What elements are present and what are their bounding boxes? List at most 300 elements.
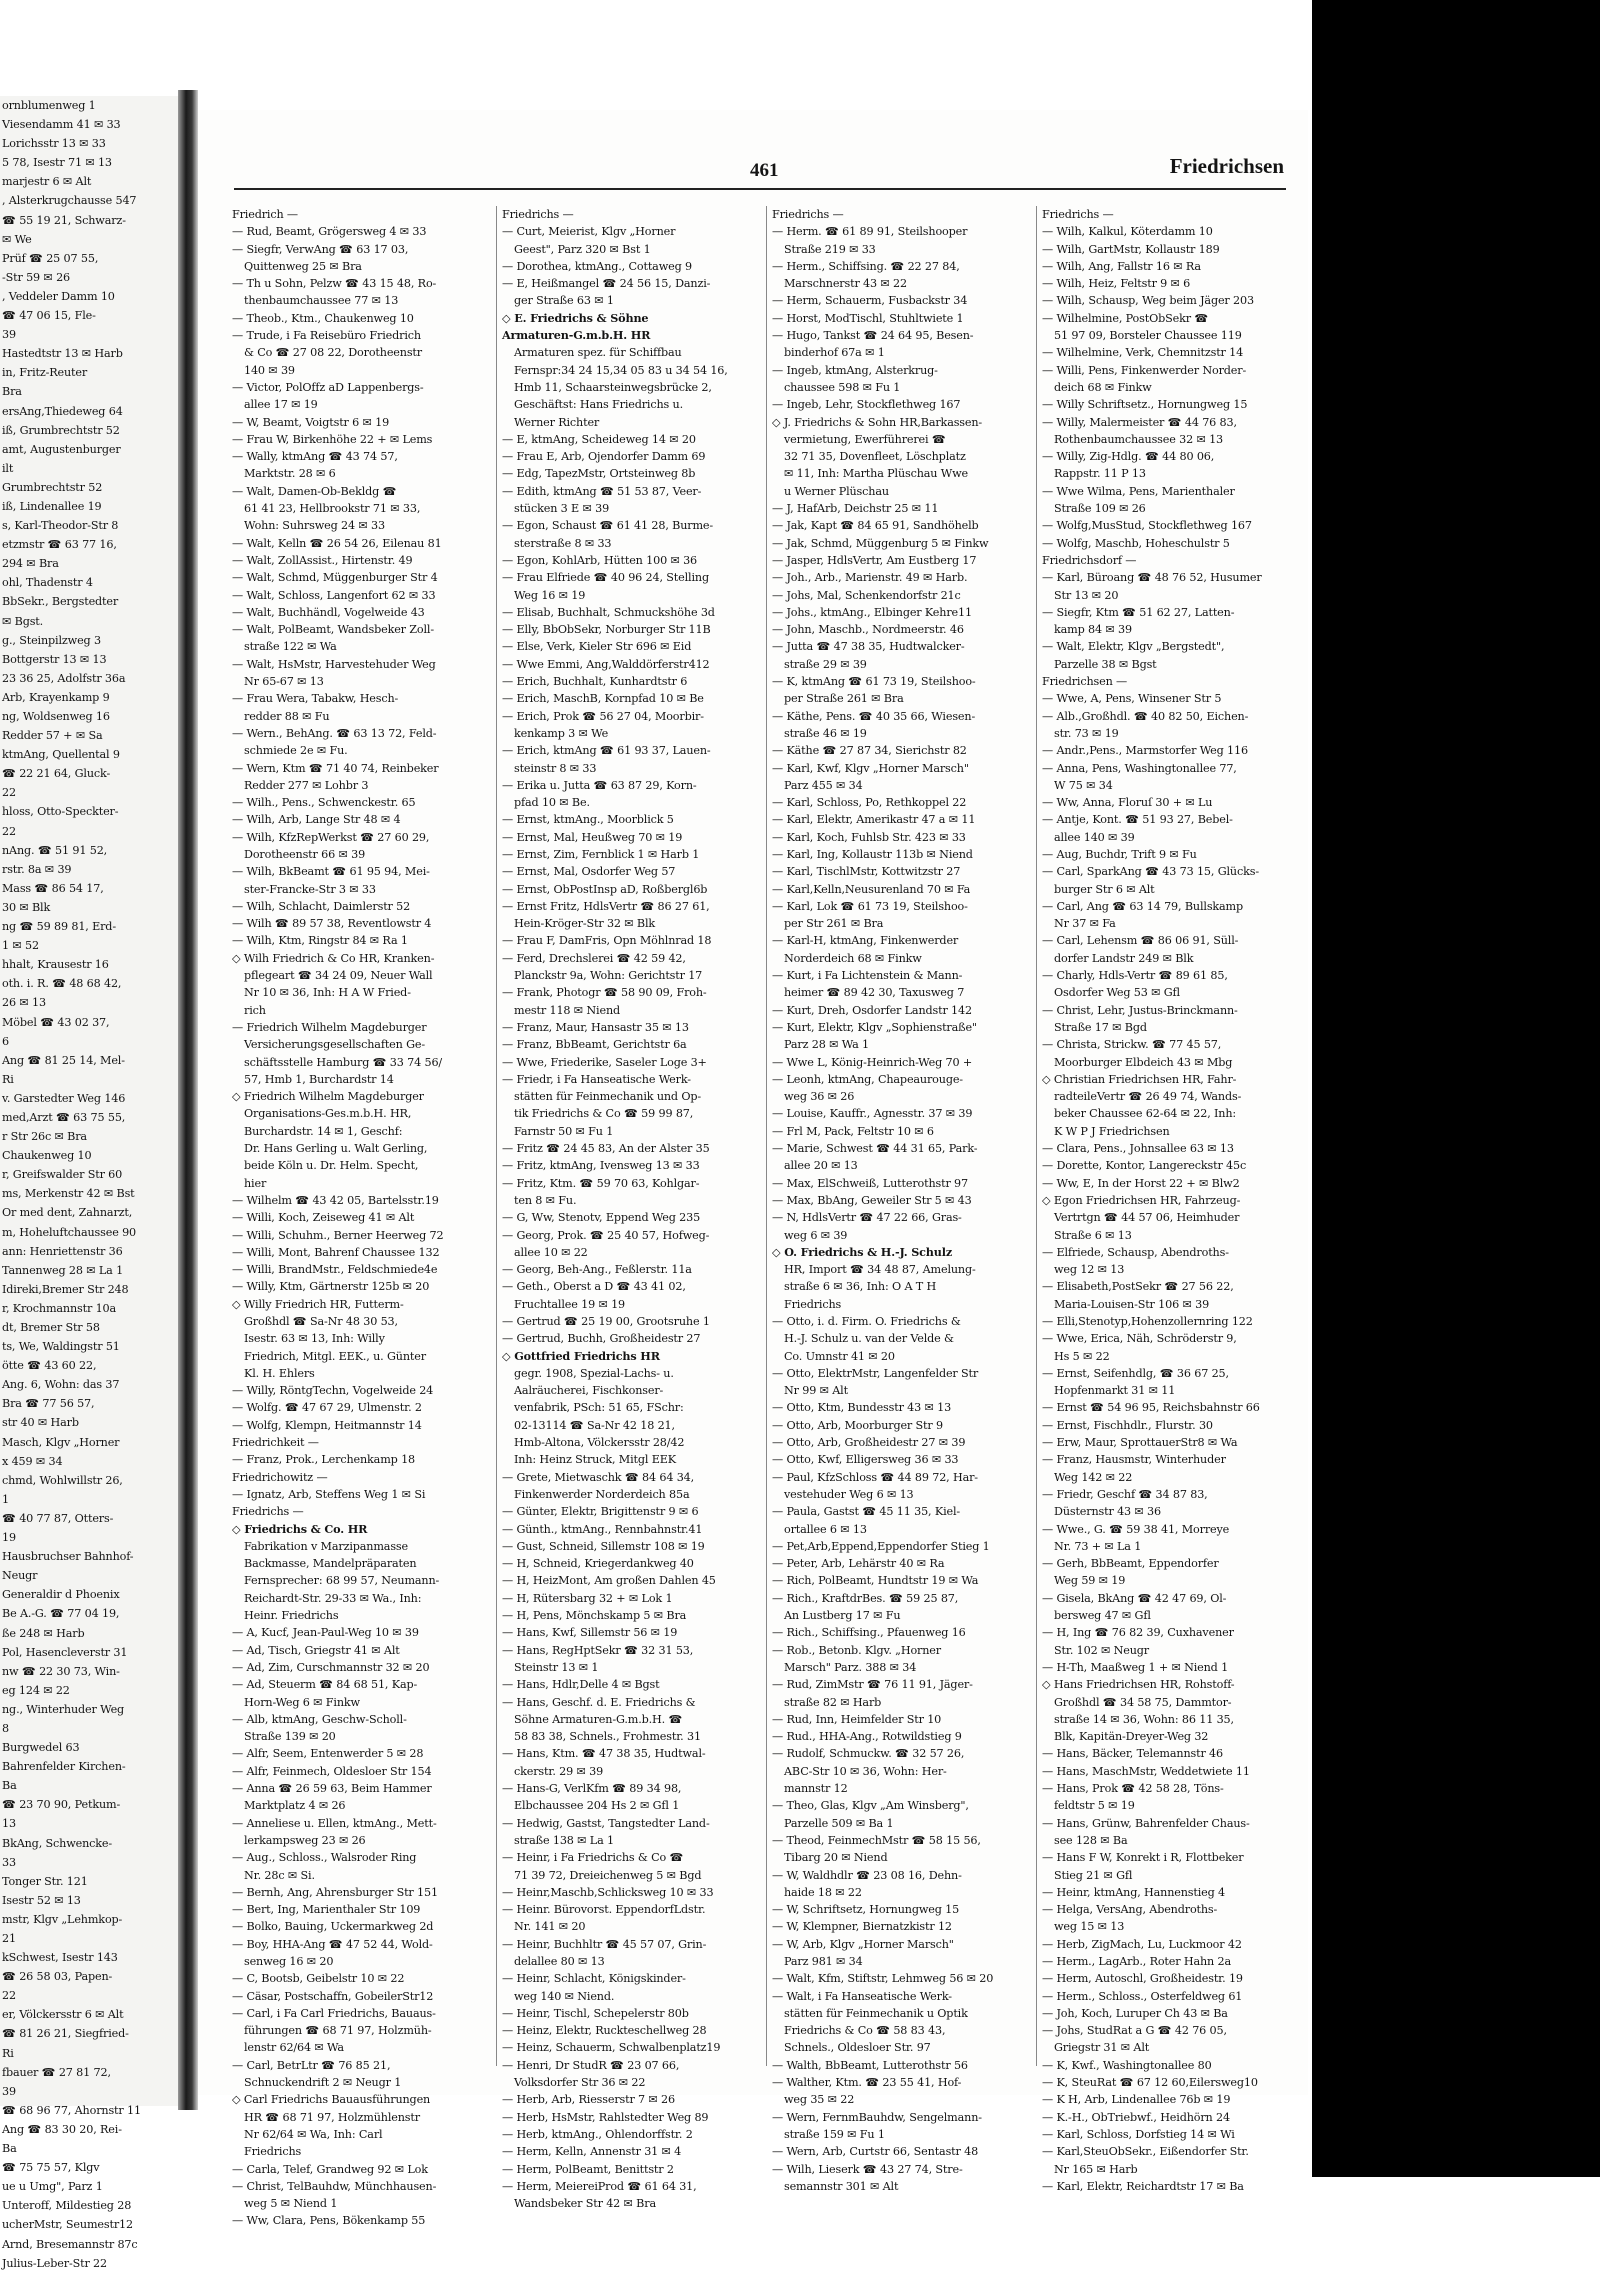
left-page-line: hhalt, Krausestr 16: [2, 958, 109, 972]
entry-continuation: pfad 10 ✉ Be.: [514, 796, 590, 810]
entry-continuation: beide Köln u. Dr. Helm. Specht,: [244, 1159, 419, 1173]
entry-continuation: dorfer Landstr 249 ✉ Blk: [1054, 951, 1194, 965]
directory-entry: — Herm., LagArb., Roter Hahn 2a: [1042, 1954, 1231, 1968]
entry-continuation: allee 10 ✉ 22: [514, 1245, 588, 1259]
entry-continuation: Parz 455 ✉ 34: [784, 778, 863, 792]
directory-entry: — Otto, ElektrMstr, Langenfelder Str: [772, 1366, 979, 1380]
directory-entry: — Herm, Schauerm, Fusbackstr 34: [772, 294, 968, 308]
entry-continuation: Isestr. 63 ✉ 13, Inh: Willy: [244, 1332, 385, 1346]
company-entry-heading: ◇ Gottfried Friedrichs HR: [502, 1348, 660, 1363]
left-page-line: ✉ Bgst.: [2, 614, 44, 628]
entry-continuation: Werner Richter: [514, 415, 600, 429]
directory-entry: — Walt, HsMstr, Harvestehuder Weg: [232, 657, 436, 671]
entry-continuation: Weg 142 ✉ 22: [1054, 1470, 1133, 1484]
left-page-line: ts, We, Waldingstr 51: [2, 1340, 120, 1354]
page-number: 461: [750, 160, 779, 181]
left-page-line: chmd, Wohlwillstr 26,: [2, 1473, 123, 1487]
entry-continuation: Parz 28 ✉ Wa 1: [784, 1038, 869, 1052]
entry-continuation: Weg 59 ✉ 19: [1054, 1574, 1126, 1588]
left-page-line: 13: [2, 1817, 16, 1831]
left-page-line: 8: [2, 1721, 9, 1735]
left-page-line: iß, Grumbrechtstr 52: [2, 423, 120, 437]
entry-continuation: Marschnerstr 43 ✉ 22: [784, 277, 907, 291]
directory-entry: — Frl M, Pack, Feltstr 10 ✉ 6: [772, 1124, 934, 1138]
directory-entry: — Gertrud, Buchh, Großheidestr 27: [502, 1332, 701, 1346]
left-page-line: Mass ☎ 86 54 17,: [2, 881, 104, 895]
directory-entry: — Wilhelm ☎ 43 42 05, Bartelsstr.19: [232, 1193, 439, 1207]
directory-entry: — Willy, Ktm, Gärtnerstr 125b ✉ 20: [232, 1280, 430, 1294]
directory-entry: — Wwe Wilma, Pens, Marienthaler: [1042, 484, 1235, 498]
entry-continuation: Fruchtallee 19 ✉ 19: [514, 1297, 626, 1311]
directory-entry: — Friedrich Wilhelm Magdeburger: [232, 1020, 427, 1034]
entry-continuation: Parz 981 ✉ 34: [784, 1954, 863, 1968]
column-divider: [766, 206, 767, 2066]
directory-entry: — Ingeb, Lehr, Stockflethweg 167: [772, 398, 961, 412]
entry-continuation: 71 39 72, Dreieichenweg 5 ✉ Bgd: [514, 1868, 702, 1882]
directory-entry: — Karl, Elektr, Reichardtstr 17 ✉ Ba: [1042, 2179, 1244, 2193]
directory-entry: — Otto, Arb, Moorburger Str 9: [772, 1418, 943, 1432]
entry-continuation: binderhof 67a ✉ 1: [784, 346, 885, 360]
directory-entry: Friedrichkeit —: [232, 1436, 319, 1450]
directory-entry: — Hans, Bäcker, Telemannstr 46: [1042, 1747, 1223, 1761]
left-page-line: Grumbrechtstr 52: [2, 480, 103, 494]
entry-continuation: Redder 277 ✉ Lohbr 3: [244, 778, 369, 792]
directory-entry: ◇ J. Friedrichs & Sohn HR,Barkassen-: [772, 415, 983, 429]
entry-continuation: kenkamp 3 ✉ We: [514, 726, 609, 740]
entry-continuation: 32 71 35, Dovenfleet, Löschplatz: [784, 450, 966, 464]
entry-continuation: straße 159 ✉ Fu 1: [784, 2127, 885, 2141]
directory-entry: — Else, Verk, Kieler Str 696 ✉ Eid: [502, 640, 692, 654]
directory-entry: — Rudolf, Schmuckw. ☎ 32 57 26,: [772, 1747, 965, 1761]
entry-continuation: vermietung, Ewerführerei ☎: [784, 432, 946, 446]
directory-entry: — Wally, ktmAng ☎ 43 74 57,: [232, 450, 398, 464]
directory-entry: — Hans, Ktm. ☎ 47 38 35, Hudtwal-: [502, 1747, 706, 1761]
left-page-line: ☎ 75 75 57, Klgv: [2, 2161, 100, 2175]
entry-continuation: H.-J. Schulz u. van der Velde &: [784, 1332, 954, 1346]
directory-entry: ◇ Hans Friedrichsen HR, Rohstoff-: [1042, 1678, 1235, 1692]
entry-continuation: W 75 ✉ 34: [1054, 778, 1113, 792]
left-page-line: Bra: [2, 385, 22, 399]
left-page-line: 1 ✉ 52: [2, 939, 39, 953]
entry-continuation: burger Str 6 ✉ Alt: [1054, 882, 1155, 896]
directory-entry: — Karl, Elektr, Amerikastr 47 a ✉ 11: [772, 813, 976, 827]
directory-entry: Friedrichsen —: [1042, 675, 1128, 689]
entry-continuation: Stieg 21 ✉ Gfl: [1054, 1868, 1133, 1882]
left-page-line: ornblumenweg 1: [2, 99, 96, 112]
directory-entry: — Theo, Glas, Klgv „Am Winsberg",: [772, 1799, 969, 1813]
entry-continuation: ✉ 11, Inh: Martha Plüschau Wwe: [784, 467, 968, 481]
directory-entry: — Wern., BehAng. ☎ 63 13 72, Feld-: [232, 726, 437, 740]
directory-entry: — Erich, ktmAng ☎ 61 93 37, Lauen-: [502, 744, 711, 758]
directory-entry: — Hugo, Tankst ☎ 24 64 95, Besen-: [772, 329, 974, 343]
entry-continuation: Marsch" Parz. 388 ✉ 34: [784, 1660, 917, 1674]
entry-continuation: Friedrich, Mitgl. EEK., u. Günter: [244, 1349, 426, 1363]
entry-continuation: Fernsprecher: 68 99 57, Neumann-: [244, 1574, 440, 1588]
left-page-line: kSchwest, Isestr 143: [2, 1951, 118, 1965]
left-page-line: Ba: [2, 2142, 17, 2156]
directory-entry: — Karl, Schloss, Po, Rethkoppel 22: [772, 796, 967, 810]
directory-entry: — Franz, BbBeamt, Gerichtstr 6a: [502, 1038, 687, 1052]
directory-entry: — Siegfr, Ktm ☎ 51 62 27, Latten-: [1042, 605, 1235, 619]
left-page-line: Bra ☎ 77 56 57,: [2, 1397, 95, 1411]
directory-entry: — Hans, Geschf. d. E. Friedrichs &: [502, 1695, 696, 1709]
entry-continuation: radteileVertr ☎ 26 49 74, Wands-: [1054, 1090, 1242, 1104]
directory-entry: — Hans, Kwf, Sillemstr 56 ✉ 19: [502, 1626, 678, 1640]
directory-entry: — Heinz, Schauerm, Schwalbenplatz19: [502, 2041, 721, 2055]
left-page-line: Tonger Str. 121: [2, 1874, 88, 1888]
directory-column-1: [232, 206, 490, 2228]
directory-entry: — Aug, Buchdr, Trift 9 ✉ Fu: [1042, 847, 1197, 861]
directory-entry: — Ad, Zim, Curschmannstr 32 ✉ 20: [232, 1660, 430, 1674]
left-page-line: 294 ✉ Bra: [2, 557, 59, 571]
entry-continuation: Friedrichs: [784, 1297, 842, 1311]
directory-entry: — Christ, TelBauhdw, Münchhausen-: [232, 2179, 437, 2193]
directory-entry: — Herb, Arb, Riesserstr 7 ✉ 26: [502, 2093, 675, 2107]
directory-entry: — H-Th, Maaßweg 1 + ✉ Niend 1: [1042, 1660, 1229, 1674]
directory-entry: — Johs, StudRat a G ☎ 42 76 05,: [1042, 2024, 1227, 2038]
directory-entry: ◇ Carl Friedrichs Bauausführungen: [232, 2093, 431, 2107]
entry-continuation: weg 35 ✉ 22: [784, 2093, 855, 2107]
directory-entry: — Wilh, KfzRepWerkst ☎ 27 60 29,: [232, 830, 430, 844]
left-page-line: Prüf ☎ 25 07 55,: [2, 251, 99, 265]
directory-entry: — Karl, Ing, Kollaustr 113b ✉ Niend: [772, 847, 973, 861]
entry-continuation: Dorotheenstr 66 ✉ 39: [244, 847, 366, 861]
directory-entry: — Carla, Telef, Grandweg 92 ✉ Lok: [232, 2162, 428, 2176]
left-page-line: nAng. ☎ 51 91 52,: [2, 843, 108, 857]
entry-continuation: ster-Francke-Str 3 ✉ 33: [244, 882, 376, 896]
entry-continuation: Marktplatz 4 ✉ 26: [244, 1799, 346, 1813]
directory-entry: — Heinr, Buchhltr ☎ 45 57 07, Grin-: [502, 1937, 707, 1951]
directory-entry: — Erich, Prok ☎ 56 27 04, Moorbir-: [502, 709, 704, 723]
entry-continuation: Co. Umnstr 41 ✉ 20: [784, 1349, 895, 1363]
directory-entry: — Jutta ☎ 47 38 35, Hudtwalcker-: [772, 640, 965, 654]
entry-continuation: stätten für Feinmechanik u Optik: [784, 2006, 968, 2020]
entry-continuation: Schnels., Oldesloer Str. 97: [784, 2041, 931, 2055]
directory-entry: — Karl, Büroang ☎ 48 76 52, Husumer: [1042, 571, 1262, 585]
column-divider: [496, 206, 497, 2066]
left-page-line: 39: [2, 328, 16, 342]
directory-entry: — H, HeizMont, Am großen Dahlen 45: [502, 1574, 716, 1588]
directory-entry: — E, ktmAng, Scheideweg 14 ✉ 20: [502, 432, 696, 446]
directory-entry: — Herm., Schiffsing. ☎ 22 27 84,: [772, 259, 960, 273]
directory-entry: — Heinr, Tischl, Schepelerstr 80b: [502, 2006, 689, 2020]
left-page-line: 22: [2, 786, 16, 800]
entry-continuation: schmiede 2e ✉ Fu.: [244, 744, 348, 758]
directory-entry: — Wolfg. ☎ 47 67 29, Ulmenstr. 2: [232, 1401, 422, 1415]
left-page-line: ☎ 68 96 77, Ahornstr 11: [2, 2103, 141, 2117]
entry-continuation: thenbaumchaussee 77 ✉ 13: [244, 294, 399, 308]
entry-continuation: allee 17 ✉ 19: [244, 398, 318, 412]
left-page-line: Hausbruchser Bahnhof-: [2, 1550, 134, 1564]
directory-entry: — Ernst, ObPostInsp aD, Roßbergl6b: [502, 882, 708, 896]
entry-continuation: straße 82 ✉ Harb: [784, 1695, 882, 1709]
directory-entry: — Willi, BrandMstr., Feldschmiede4e: [232, 1263, 438, 1277]
directory-entry: — Walt, Buchhändl, Vogelweide 43: [232, 605, 425, 619]
left-page-line: Neugr: [2, 1569, 38, 1583]
company-entry-heading: ◇ Friedrichs & Co. HR: [232, 1521, 368, 1536]
directory-entry: — K H, Arb, Lindenallee 76b ✉ 19: [1042, 2093, 1231, 2107]
left-page-line: , Alsterkrugchausse 547: [2, 194, 137, 208]
directory-entry: — Alfr, Feinmech, Oldesloer Str 154: [232, 1764, 432, 1778]
directory-entry: — Rich., KraftdrBes. ☎ 59 25 87,: [772, 1591, 959, 1605]
entry-continuation: straße 46 ✉ 19: [784, 726, 867, 740]
left-page-line: m, Hoheluftchaussee 90: [2, 1225, 137, 1239]
entry-continuation: Nr 165 ✉ Harb: [1054, 2162, 1138, 2176]
directory-entry: — Ww, Clara, Pens, Bökenkamp 55: [232, 2214, 426, 2228]
directory-entry: — Walt, Kfm, Stiftstr, Lehmweg 56 ✉ 20: [772, 1972, 994, 1986]
left-page-line: amt, Augustenburger: [2, 442, 121, 456]
left-page-line: Or med dent, Zahnarzt,: [2, 1206, 133, 1220]
entry-continuation: semannstr 301 ✉ Alt: [784, 2179, 899, 2193]
directory-entry: — Herm, Autoschl, Großheidestr. 19: [1042, 1972, 1243, 1986]
entry-continuation: redder 88 ✉ Fu: [244, 709, 330, 723]
entry-continuation: HR, Import ☎ 34 48 87, Amelung-: [784, 1263, 976, 1277]
directory-entry: — Karl, Schloss, Dorfstieg 14 ✉ Wi: [1042, 2127, 1235, 2141]
left-page-line: ☎ 23 70 90, Petkum-: [2, 1798, 121, 1812]
entry-continuation: ten 8 ✉ Fu.: [514, 1193, 577, 1207]
directory-entry: — W, Waldhdlr ☎ 23 08 16, Dehn-: [772, 1868, 962, 1882]
directory-entry: — Herb, ktmAng., Ohlendorffstr. 2: [502, 2127, 693, 2141]
entry-continuation: u Werner Plüschau: [784, 484, 889, 498]
directory-entry: — Wern, Arb, Curtstr 66, Sentastr 48: [772, 2145, 979, 2159]
entry-continuation: vestehuder Weg 6 ✉ 13: [784, 1487, 914, 1501]
directory-entry: — Max, ElSchweiß, Lutterothstr 97: [772, 1176, 968, 1190]
directory-entry: — Karl-H, ktmAng, Finkenwerder: [772, 934, 959, 948]
left-page-line: ersAng,Thiedeweg 64: [2, 404, 123, 418]
entry-continuation: Wohn: Suhrsweg 24 ✉ 33: [244, 519, 385, 533]
directory-entry: — Walt, i Fa Hanseatische Werk-: [772, 1989, 952, 2003]
directory-entry: — Erw, Maur, SprottauerStr8 ✉ Wa: [1042, 1436, 1238, 1450]
left-page-line: BkAng, Schwencke-: [2, 1836, 112, 1850]
directory-entry: — A, Kucf, Jean-Paul-Weg 10 ✉ 39: [232, 1626, 419, 1640]
directory-entry: — Georg, Beh-Ang., Feßlerstr. 11a: [502, 1263, 692, 1277]
entry-continuation: Parzelle 38 ✉ Bgst: [1054, 657, 1157, 671]
directory-entry: — Rud, Inn, Heimfelder Str 10: [772, 1712, 942, 1726]
left-page-line: r Str 26c ✉ Bra: [2, 1130, 87, 1144]
directory-entry: — Elly, BbObSekr, Norburger Str 11B: [502, 623, 711, 637]
directory-entry: Friedrich —: [232, 208, 298, 221]
entry-continuation: per Str 261 ✉ Bra: [784, 917, 884, 931]
directory-entry: — Ernst, ktmAng., Moorblick 5: [502, 813, 674, 827]
directory-entry: — Jak, Schmd, Müggenburg 5 ✉ Finkw: [772, 536, 989, 550]
left-page-line: Lorichsstr 13 ✉ 33: [2, 137, 106, 151]
directory-entry: — Th u Sohn, Pelzw ☎ 43 15 48, Ro-: [232, 277, 437, 291]
left-page-line: 30 ✉ Blk: [2, 900, 51, 914]
entry-continuation: senweg 16 ✉ 20: [244, 1954, 334, 1968]
left-page-line: 22: [2, 824, 16, 838]
entry-continuation: K W P J Friedrichsen: [1054, 1124, 1170, 1138]
directory-entry: — Andr.,Pens., Marmstorfer Weg 116: [1042, 744, 1248, 758]
directory-entry: — Wilh, GartMstr, Kollaustr 189: [1042, 242, 1220, 256]
directory-entry: — Anneliese u. Ellen, ktmAng., Mett-: [232, 1816, 437, 1830]
left-page-line: x 459 ✉ 34: [2, 1454, 63, 1468]
left-page-line: ilt: [2, 461, 14, 475]
entry-continuation: per Straße 261 ✉ Bra: [784, 692, 904, 706]
directory-entry: — Wwe., G. ☎ 59 38 41, Morreye: [1042, 1522, 1230, 1536]
entry-continuation: Nr 10 ✉ 36, Inh: H A W Fried-: [244, 986, 411, 1000]
directory-entry: — Anna, Pens, Washingtonallee 77,: [1042, 761, 1237, 775]
directory-entry: — Wilh, Ktm, Ringstr 84 ✉ Ra 1: [232, 934, 408, 948]
directory-entry: — Kurt, i Fa Lichtenstein & Mann-: [772, 969, 963, 983]
directory-entry: — Heinr, i Fa Friedrichs & Co ☎: [502, 1851, 684, 1865]
directory-entry: — Henri, Dr StudR ☎ 23 07 66,: [502, 2058, 680, 2072]
header-rule: [234, 188, 1286, 190]
left-page-line: iß, Lindenallee 19: [2, 499, 102, 513]
directory-entry: — Dorette, Kontor, Langereckstr 45c: [1042, 1159, 1247, 1173]
entry-continuation: ABC-Str 10 ✉ 36, Wohn: Her-: [784, 1764, 947, 1778]
directory-entry: — Leonh, ktmAng, Chapeaurouge-: [772, 1072, 963, 1086]
directory-entry: — Johs, Mal, Schenkendorfstr 21c: [772, 588, 961, 602]
entry-continuation: mannstr 12: [784, 1782, 848, 1796]
left-page-line: Generaldir d Phoenix: [2, 1588, 120, 1602]
entry-continuation: Fernspr:34 24 15,34 05 83 u 34 54 16,: [514, 363, 728, 377]
directory-entry: — Heinr,Maschb,Schlicksweg 10 ✉ 33: [502, 1885, 714, 1899]
directory-entry: — Ww, Anna, Floruſ 30 + ✉ Lu: [1042, 796, 1213, 810]
directory-entry: — Elli,Stenotyp,Hohenzollernring 122: [1042, 1315, 1253, 1328]
directory-entry: — Käthe, Pens. ☎ 40 35 66, Wiesen-: [772, 709, 976, 723]
entry-continuation: schäftsstelle Hamburg ☎ 33 74 56/: [244, 1055, 443, 1069]
directory-entry: — Carl, SparkAng ☎ 43 73 15, Glücks-: [1042, 865, 1259, 879]
directory-entry: — Hans F W, Konrekt i R, Flottbeker: [1042, 1851, 1244, 1865]
entry-continuation: Straße 6 ✉ 13: [1054, 1228, 1132, 1242]
directory-entry: — Christa, Strickw. ☎ 77 45 57,: [1042, 1038, 1222, 1052]
directory-entry: — H, Ing ☎ 76 82 39, Cuxhavener: [1042, 1626, 1234, 1640]
entry-continuation: straße 122 ✉ Wa: [244, 640, 337, 654]
entry-continuation: Nr 62/64 ✉ Wa, Inh: Carl: [244, 2127, 383, 2141]
directory-entry: — Anna ☎ 26 59 63, Beim Hammer: [232, 1782, 432, 1796]
directory-entry: — Herm, MeiereiProd ☎ 61 64 31,: [502, 2179, 697, 2193]
left-page-line: Burgwedel 63: [2, 1741, 80, 1755]
directory-entry: — Wilh, Schlacht, Daimlerstr 52: [232, 899, 411, 913]
entry-continuation: Aalräucherei, Fischkonser-: [514, 1384, 664, 1398]
entry-continuation: Wandsbeker Str 42 ✉ Bra: [514, 2197, 656, 2211]
column-divider: [1036, 206, 1037, 2066]
entry-continuation: lenstr 62/64 ✉ Wa: [244, 2041, 344, 2055]
entry-continuation: Großhdl ☎ 34 58 75, Dammtor-: [1054, 1695, 1232, 1709]
left-page-line: r, Krochmannstr 10a: [2, 1301, 117, 1315]
entry-continuation: Marktstr. 28 ✉ 6: [244, 467, 336, 481]
directory-entry: — Willy Schriftsetz., Hornungweg 15: [1042, 398, 1248, 412]
left-page-line: nw ☎ 22 30 73, Win-: [2, 1664, 120, 1678]
entry-continuation: Str 13 ✉ 20: [1054, 588, 1119, 602]
directory-entry: Friedrichsdorf —: [1042, 553, 1137, 567]
directory-entry: — Victor, PolOffz aD Lappenbergs-: [232, 380, 424, 394]
directory-entry: — Theod, FeinmechMstr ☎ 58 15 56,: [772, 1833, 981, 1847]
directory-entry: — Erich, MaschB, Kornpfad 10 ✉ Be: [502, 692, 704, 706]
directory-entry: — Ww, E, In der Horst 22 + ✉ Blw2: [1042, 1176, 1240, 1190]
directory-entry: — Karl,Kelln,Neusurenland 70 ✉ Fa: [772, 882, 971, 896]
directory-entry: — Max, BbAng, Geweiler Str 5 ✉ 43: [772, 1193, 972, 1207]
left-page-line: ☎ 26 58 03, Papen-: [2, 1970, 113, 1984]
left-page-line: , Veddeler Damm 10: [2, 289, 115, 303]
directory-entry: — Frau Wera, Tabakw, Hesch-: [232, 692, 399, 706]
entry-continuation: ckerstr. 29 ✉ 39: [514, 1764, 604, 1778]
directory-entry: ◇ Wilh Friedrich & Co HR, Kranken-: [232, 951, 435, 965]
directory-entry: — Franz, Hausmstr, Winterhuder: [1042, 1453, 1226, 1467]
left-page-fragment: [0, 96, 182, 2270]
left-page-line: Masch, Klgv „Horner: [2, 1435, 120, 1449]
left-page-line: in, Fritz-Reuter: [2, 366, 88, 380]
directory-entry: — Ferd, Drechslerei ☎ 42 59 42,: [502, 951, 686, 965]
directory-entry: — Herm. ☎ 61 89 91, Steilshooper: [772, 225, 968, 239]
entry-continuation: Hmb 11, Schaarsteinwegsbrücke 2,: [514, 380, 712, 394]
directory-entry: — Frau F, DamFris, Opn Möhlnrad 18: [502, 934, 712, 948]
directory-entry: — Wilh, Heiz, Feltstr 9 ✉ 6: [1042, 277, 1191, 291]
directory-entry: — Hans, MaschMstr, Weddetwiete 11: [1042, 1764, 1250, 1778]
left-page-line: ue u Umg", Parz 1: [2, 2180, 103, 2194]
directory-page: [198, 110, 1308, 2228]
directory-entry: — Wilh, BkBeamt ☎ 61 95 94, Mei-: [232, 865, 430, 879]
left-page-line: Isestr 52 ✉ 13: [2, 1893, 81, 1907]
directory-entry: — Willy, RöntgTechn, Vogelweide 24: [232, 1384, 434, 1398]
directory-entry: — Rich, PolBeamt, Hundtstr 19 ✉ Wa: [772, 1574, 979, 1588]
directory-entry: — Alfr, Seem, Entenwerder 5 ✉ 28: [232, 1747, 424, 1761]
directory-entry: — Fritz ☎ 24 45 83, An der Alster 35: [502, 1142, 710, 1156]
directory-entry: — Joh, Koch, Luruper Ch 43 ✉ Ba: [1042, 2006, 1228, 2020]
entry-continuation: straße 14 ✉ 36, Wohn: 86 11 35,: [1054, 1712, 1234, 1726]
directory-entry: — Frau Elfriede ☎ 40 96 24, Stelling: [502, 571, 709, 585]
directory-entry: — Joh., Arb., Marienstr. 49 ✉ Harb.: [772, 571, 968, 585]
directory-column-4: [1042, 206, 1300, 2193]
directory-entry: — Hans, Grünw, Bahrenfelder Chaus-: [1042, 1816, 1250, 1830]
entry-continuation: Parzelle 509 ✉ Ba 1: [784, 1816, 894, 1830]
entry-continuation: stücken 3 E ✉ 39: [514, 502, 610, 516]
directory-entry: — Herm, PolBeamt, Benittstr 2: [502, 2162, 674, 2176]
left-page-line: ohl, Thadenstr 4: [2, 576, 93, 590]
entry-continuation: allee 140 ✉ 39: [1054, 830, 1135, 844]
directory-entry: — Ernst, Fischhdlr., Flurstr. 30: [1042, 1418, 1213, 1432]
directory-entry: — Walt, Schmd, Müggenburger Str 4: [232, 571, 438, 585]
entry-continuation: chaussee 598 ✉ Fu 1: [784, 380, 901, 394]
directory-entry: — Alb.,Großhdl. ☎ 40 82 50, Eichen-: [1042, 709, 1249, 723]
directory-entry: — Geth., Oberst a D ☎ 43 41 02,: [502, 1280, 686, 1294]
left-page-line: 23 36 25, Adolfstr 36a: [2, 671, 126, 685]
entry-continuation: steinstr 8 ✉ 33: [514, 761, 597, 775]
entry-continuation: kamp 84 ✉ 39: [1054, 623, 1132, 637]
entry-continuation: Osdorfer Weg 53 ✉ Gfl: [1054, 986, 1180, 1000]
left-page-line: Chaukenweg 10: [2, 1149, 92, 1163]
entry-continuation: Kl. H. Ehlers: [244, 1366, 315, 1380]
directory-entry: — Horst, ModTischl, Stuhltwiete 1: [772, 311, 964, 325]
entry-continuation: weg 36 ✉ 26: [784, 1090, 855, 1104]
directory-entry: — Pet,Arb,Eppend,Eppendorfer Stieg 1: [772, 1539, 990, 1553]
directory-entry: — Otto, Kwf, Elligersweg 36 ✉ 33: [772, 1453, 959, 1467]
directory-entry: — Wwe, Friederike, Saseler Loge 3+: [502, 1055, 707, 1069]
directory-entry: — Hans-G, VerlKfm ☎ 89 34 98,: [502, 1782, 682, 1796]
entry-continuation: Hein-Kröger-Str 32 ✉ Blk: [514, 917, 656, 931]
entry-continuation: ger Straße 63 ✉ 1: [514, 294, 614, 308]
entry-continuation: allee 20 ✉ 13: [784, 1159, 858, 1173]
directory-entry: — Ad, Steuerm ☎ 84 68 51, Kap-: [232, 1678, 418, 1692]
directory-entry: — Walt, PolBeamt, Wandsbeker Zoll-: [232, 623, 434, 637]
entry-continuation: Hmb-Altona, Völckersstr 28/42: [514, 1436, 685, 1450]
entry-continuation: Nr 37 ✉ Fa: [1054, 917, 1116, 931]
left-page-line: 1: [2, 1492, 9, 1506]
directory-entry: — Karl, Koch, Fuhlsb Str. 423 ✉ 33: [772, 830, 966, 844]
left-page-line: fbauer ☎ 27 81 72,: [2, 2065, 111, 2079]
directory-entry: — Karl, Kwf, Klgv „Horner Marsch": [772, 761, 969, 775]
left-page-line: ucherMstr, Seumestr12: [2, 2218, 133, 2232]
scan-background: [1312, 0, 1600, 2177]
entry-continuation: Straße 219 ✉ 33: [784, 242, 876, 256]
entry-continuation: Inh: Heinz Struck, Mitgl EEK: [514, 1453, 676, 1467]
directory-entry: — Ernst, Mal, Heußweg 70 ✉ 19: [502, 830, 683, 844]
directory-entry: — Walt, Damen-Ob-Bekldg ☎: [232, 484, 397, 498]
directory-entry: — Franz, Prok., Lerchenkamp 18: [232, 1453, 416, 1467]
left-page-line: ☎ 47 06 15, Fle-: [2, 309, 96, 323]
left-page-line: ng, Woldsenweg 16: [2, 710, 110, 723]
left-page-line: Ri: [2, 1072, 14, 1086]
